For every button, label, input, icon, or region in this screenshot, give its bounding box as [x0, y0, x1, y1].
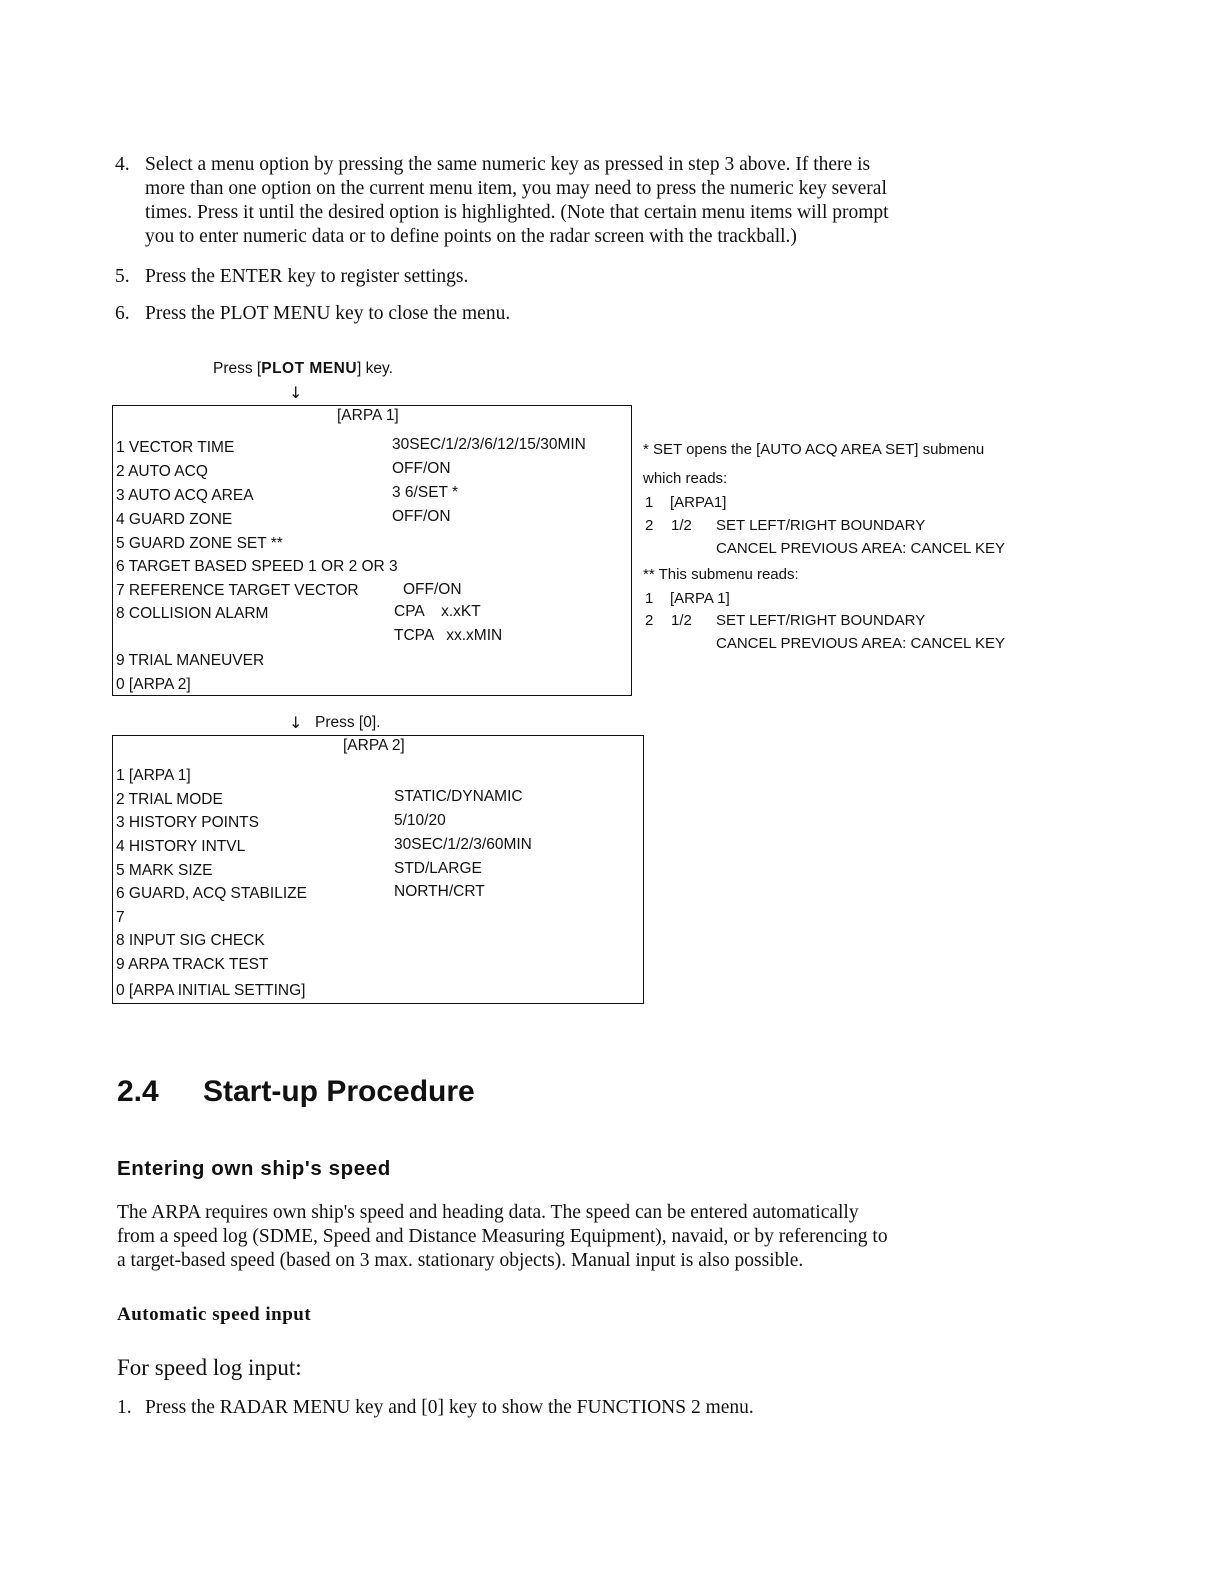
menu-row: 5 MARK SIZE: [116, 862, 213, 879]
menu-row: 5 GUARD ZONE SET **: [116, 535, 283, 552]
note-item-number: 1: [645, 590, 654, 607]
subsection-heading: Entering own ship's speed: [117, 1157, 391, 1180]
section-number: 2.4: [117, 1075, 159, 1108]
menu-row: 8 COLLISION ALARM: [116, 605, 269, 622]
step-number: 1.: [117, 1397, 132, 1418]
press-plot-menu-caption: [213, 360, 393, 378]
menu-row-value: 30SEC/1/2/3/60MIN: [394, 836, 532, 853]
note-item-text: CANCEL PREVIOUS AREA: CANCEL KEY: [716, 540, 1005, 557]
menu-row: 2 AUTO ACQ: [116, 463, 208, 480]
note-which-reads: which reads:: [643, 470, 728, 487]
arrow-down-icon: ↓: [289, 383, 303, 402]
section-title: Start-up Procedure: [203, 1075, 475, 1108]
menu-row: 8 INPUT SIG CHECK: [116, 932, 265, 949]
note-item-text: [ARPA 1]: [670, 590, 730, 607]
menu-row-value: OFF/ON: [403, 581, 462, 598]
arrow-down-icon: ↓: [289, 713, 303, 732]
menu-row: 4 GUARD ZONE: [116, 511, 233, 528]
menu-row-value: STATIC/DYNAMIC: [394, 788, 523, 805]
note-item-number: 2: [645, 612, 654, 629]
final-step: [117, 1396, 1017, 1422]
menu-row-value: 5/10/20: [394, 812, 446, 829]
step-text: [145, 153, 889, 249]
caption-prefix: Press [: [213, 360, 262, 377]
step-4: [115, 153, 1075, 253]
speed-log-label: For speed log input:: [117, 1355, 302, 1380]
note-item-sub: 1/2: [671, 517, 692, 534]
menu-row: 9 ARPA TRACK TEST: [116, 956, 269, 973]
step-text: Press the PLOT MENU key to close the menu.: [145, 303, 511, 324]
arpa2-menu: [112, 735, 644, 1004]
paragraph-line: a target-based speed (based on 3 max. stationary objects). Manual input is also possible.: [117, 1250, 804, 1271]
menu-row: 0 [ARPA INITIAL SETTING]: [116, 982, 306, 999]
step-line: times. Press it until the desired option is highlighted. (Note that certain menu items will prompt: [145, 202, 889, 223]
menu-row: 1 [ARPA 1]: [116, 767, 191, 784]
note-item-sub: 1/2: [671, 612, 692, 629]
step-number: 5.: [115, 266, 130, 287]
menu-row: 4 HISTORY INTVL: [116, 838, 246, 855]
menu-row-value: NORTH/CRT: [394, 883, 485, 900]
subsubsection-heading: Automatic speed input: [117, 1304, 312, 1325]
step-number: 6.: [115, 303, 130, 324]
menu-row: 3 HISTORY POINTS: [116, 814, 259, 831]
menu-row: 1 VECTOR TIME: [116, 439, 235, 456]
note-item-number: 2: [645, 517, 654, 534]
menu-row-value: OFF/ON: [392, 508, 451, 525]
menu-row: 0 [ARPA 2]: [116, 676, 191, 693]
step-5: [115, 265, 1015, 291]
menu-row: 3 AUTO ACQ AREA: [116, 487, 254, 504]
note-item-text: CANCEL PREVIOUS AREA: CANCEL KEY: [716, 635, 1005, 652]
menu-row-value: CPA x.xKT: [394, 603, 481, 620]
menu-row-value: 30SEC/1/2/3/6/12/15/30MIN: [392, 436, 586, 453]
note-item-text: SET LEFT/RIGHT BOUNDARY: [716, 517, 926, 534]
menu-row-value: TCPA xx.xMIN: [394, 627, 503, 644]
note-guard-submenu: ** This submenu reads:: [643, 566, 799, 583]
menu-row-value: 3 6/SET *: [392, 484, 459, 501]
note-set-submenu: * SET opens the [AUTO ACQ AREA SET] submenu: [643, 441, 985, 458]
press-zero-caption: Press [0].: [315, 714, 381, 731]
step-text: Press the ENTER key to register settings.: [145, 266, 469, 287]
menu-row: 6 GUARD, ACQ STABILIZE: [116, 885, 307, 902]
section-heading: [117, 1075, 475, 1109]
arpa1-menu-title: [ARPA 1]: [337, 407, 399, 424]
caption-suffix: ] key.: [357, 360, 393, 377]
note-item-text: SET LEFT/RIGHT BOUNDARY: [716, 612, 926, 629]
menu-row-value: STD/LARGE: [394, 860, 482, 877]
menu-row: 7: [116, 909, 125, 926]
step-line: you to enter numeric data or to define points on the radar screen with the trackball.): [145, 226, 797, 247]
step-number: 4.: [115, 154, 130, 175]
menu-row: 2 TRIAL MODE: [116, 791, 223, 808]
paragraph-line: from a speed log (SDME, Speed and Distance Measuring Equipment), navaid, or by referencing to: [117, 1226, 888, 1247]
menu-row: 9 TRIAL MANEUVER: [116, 652, 265, 669]
note-item-text: [ARPA1]: [670, 494, 727, 511]
menu-row: 7 REFERENCE TARGET VECTOR: [116, 582, 359, 599]
arpa2-menu-title: [ARPA 2]: [343, 737, 405, 754]
paragraph-line: The ARPA requires own ship's speed and heading data. The speed can be entered automatically: [117, 1202, 859, 1223]
step-text: Press the RADAR MENU key and [0] key to show the FUNCTIONS 2 menu.: [145, 1397, 754, 1418]
intro-paragraph: [117, 1201, 1077, 1273]
plot-menu-key-label: PLOT MENU: [261, 360, 358, 377]
step-line: more than one option on the current menu item, you may need to press the numeric key several: [145, 178, 887, 199]
menu-row-value: OFF/ON: [392, 460, 451, 477]
note-item-number: 1: [645, 494, 654, 511]
menu-row: 6 TARGET BASED SPEED 1 OR 2 OR 3: [116, 558, 398, 575]
step-6: [115, 302, 1015, 328]
step-line: Select a menu option by pressing the same numeric key as pressed in step 3 above. If there is: [145, 154, 871, 175]
arpa1-menu: [112, 405, 632, 696]
